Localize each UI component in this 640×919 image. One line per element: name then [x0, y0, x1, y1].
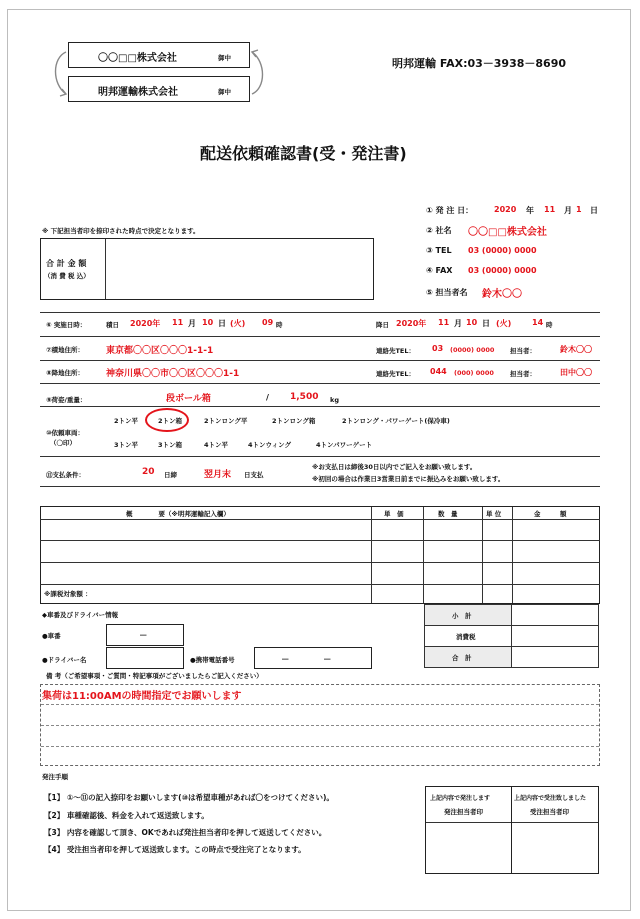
row11-days-unit: 日締 — [164, 471, 177, 479]
items-header-unit: 単 位 — [486, 510, 502, 518]
person-value: 鈴木〇〇 — [482, 289, 522, 300]
row6-load-year: 2020年 — [130, 319, 161, 328]
vehicle-option[interactable]: 4トンウィング — [248, 441, 292, 449]
row8-person-label: 担当者： — [510, 370, 536, 378]
row6-unload-hour-unit: 時 — [546, 321, 553, 329]
items-col-line — [512, 507, 513, 603]
procedure-step: 【3】 内容を確認して頂き、OKであれば発注担当者印を押して返送してください。 — [44, 828, 327, 837]
row6-unload-day-unit: 日 — [482, 319, 490, 328]
vehicle-option[interactable]: 3トン平 — [114, 441, 139, 449]
selection-circle-icon — [145, 408, 189, 432]
row10-bottom — [40, 456, 600, 457]
row6-load-day: 10 — [202, 318, 214, 327]
vehicle-option[interactable]: 4トン平 — [204, 441, 229, 449]
items-header-quantity: 数 量 — [438, 510, 458, 518]
order-year: 2020 — [494, 205, 517, 214]
items-header-unit-price: 単 価 — [384, 510, 404, 518]
remarks-line — [41, 704, 599, 705]
order-month-unit: 月 — [564, 206, 572, 215]
row10-label: ⑩依頼車両： — [46, 429, 85, 437]
row7-person: 鈴木〇〇 — [560, 345, 592, 354]
driver-name-field[interactable] — [106, 647, 184, 669]
row11-days: 20 — [142, 467, 155, 477]
row6-unload-weekday: (火) — [496, 319, 512, 328]
from-company-suffix: 御中 — [218, 88, 231, 96]
row6-load-hour-unit: 時 — [276, 321, 283, 329]
fax-label: ④ FAX — [426, 266, 453, 275]
to-company-name: 〇〇□□株式会社 — [98, 53, 177, 64]
order-year-unit: 年 — [526, 206, 534, 215]
items-header-summary: 概 要（※明邦運輸記入欄） — [126, 510, 230, 518]
from-company-name: 明邦運輸株式会社 — [98, 87, 178, 98]
row6-load-day-unit: 日 — [218, 319, 226, 328]
order-month: 11 — [544, 205, 556, 214]
row6-label: ⑥ 実施日時： — [46, 321, 87, 329]
subtotal-label: 小 計 — [452, 612, 472, 620]
driver-section-label: ◆車番及びドライバー情報 — [42, 611, 119, 619]
row8-person: 田中〇〇 — [560, 368, 592, 377]
stamp-note: ※ 下記担当者印を捺印された時点で決定となります。 — [42, 227, 200, 235]
row7-tel-label: 連絡先TEL： — [376, 347, 416, 355]
vehicle-option[interactable]: 4トンパワーゲート — [316, 441, 373, 449]
items-row-line — [40, 562, 600, 563]
mobile-phone-part-b: ― — [324, 655, 331, 663]
row8-bottom — [40, 383, 600, 384]
tax-target-label: ※課税対象額 ： — [44, 590, 92, 598]
row7-tel-area: 03 — [432, 344, 444, 353]
items-col-line — [423, 507, 424, 603]
mobile-phone-field[interactable] — [254, 647, 372, 669]
car-number-value: ― — [140, 631, 147, 639]
row6-unload-month-unit: 月 — [454, 319, 462, 328]
driver-name-label: ●ドライバー名 — [42, 656, 87, 664]
row6-unload-day: 10 — [466, 318, 478, 327]
order-stamp-note: 上記内容で発注します — [430, 795, 491, 802]
fax-value: 03 (0000) 0000 — [468, 266, 537, 275]
total-sublabel: （消 費 税 込） — [44, 272, 90, 280]
remarks-line — [41, 746, 599, 747]
row11-pay: 翌月末 — [204, 470, 232, 480]
row8-tel-number: (000) 0000 — [454, 369, 494, 377]
row6-unload: 降日 — [376, 321, 389, 329]
vehicle-option[interactable]: 2トンロング平 — [204, 417, 248, 425]
procedure-step: 【2】 車種確認後、料金を入れて返送致します。 — [44, 811, 209, 820]
company-value: 〇〇□□株式会社 — [468, 227, 547, 238]
swap-arrows-icon — [48, 44, 270, 102]
page-title: 配送依頼確認書(受・発注書) — [200, 144, 407, 163]
row11-label: ⑪支払条件： — [46, 471, 85, 479]
order-day-unit: 日 — [590, 206, 598, 215]
tax-value-cell[interactable] — [511, 625, 599, 647]
row6-load-hour: 09 — [262, 318, 274, 327]
row9-unit: kg — [330, 396, 339, 404]
accept-stamp-note: 上記内容で受注致しました — [514, 795, 587, 802]
row8-tel-area: 044 — [430, 367, 447, 376]
row9-weight: 1,500 — [290, 392, 319, 402]
row6-load-weekday: (火) — [230, 319, 246, 328]
items-row-line — [40, 540, 600, 541]
order-date-label: ① 発 注 日： — [426, 206, 474, 215]
row7-top — [40, 336, 600, 337]
items-col-line — [371, 507, 372, 603]
vehicle-option[interactable]: 2トンロング・パワーゲート(保冷車) — [342, 417, 450, 425]
tel-value: 03 (0000) 0000 — [468, 246, 537, 255]
row6-top — [40, 312, 600, 313]
vehicle-option[interactable]: 2トン平 — [114, 417, 139, 425]
remarks-label: 備 考（ご希望事項・ご質問・特記事項がございましたらご記入ください） — [46, 672, 263, 680]
car-number-label: ●車番 — [42, 632, 61, 640]
row8-label: ⑧降地住所： — [46, 369, 85, 377]
row8-tel-label: 連絡先TEL： — [376, 370, 416, 378]
row7-person-label: 担当者： — [510, 347, 536, 355]
sender-contact: 明邦運輸 FAX:03－3938－8690 — [392, 57, 567, 70]
row7-label: ⑦積地住所： — [46, 346, 85, 354]
row9-bottom — [40, 406, 600, 407]
tax-label: 消費税 — [456, 633, 476, 641]
order-stamp-divider — [426, 822, 512, 823]
total-divider — [105, 239, 106, 299]
items-table — [40, 506, 600, 604]
accept-stamp-label: 受注担当者印 — [530, 808, 569, 816]
items-col-line — [482, 507, 483, 603]
to-company-suffix: 御中 — [218, 54, 231, 62]
total-amount-box — [40, 238, 374, 300]
row6-load-month: 11 — [172, 318, 184, 327]
remarks-text: 集荷は11:00AMの時間指定でお願いします — [42, 691, 242, 702]
row11-note1: ※お支払日は締後30日以内でご記入をお願い致します。 — [312, 463, 477, 471]
person-label: ⑤ 担当者名 — [426, 288, 468, 297]
row7-address: 東京都〇〇区〇〇〇1-1-1 — [106, 346, 214, 356]
row6-unload-year: 2020年 — [396, 319, 427, 328]
order-stamp-label: 発注担当者印 — [444, 808, 483, 816]
row8-address: 神奈川県〇〇市〇〇区〇〇〇1-1 — [106, 369, 240, 379]
items-row-line — [40, 584, 600, 585]
row9-package: 段ボール箱 — [166, 394, 211, 404]
row6-load-month-unit: 月 — [188, 319, 196, 328]
row6-unload-month: 11 — [438, 318, 450, 327]
row11-pay-unit: 日支払 — [244, 471, 264, 479]
items-header-amount: 金 額 — [534, 510, 567, 518]
company-label: ② 社名 — [426, 226, 452, 235]
order-day: 1 — [576, 205, 582, 214]
tel-label: ③ TEL — [426, 246, 452, 255]
row6-load: 積日 — [106, 321, 119, 329]
row11-note2: ※初回の場合は作業日3営業日前までに振込みをお願い致します。 — [312, 475, 505, 483]
subtotal-value-cell[interactable] — [511, 604, 599, 626]
total-label-summary: 合 計 — [452, 654, 472, 662]
total-value-cell[interactable] — [511, 646, 599, 668]
row9-label: ⑨荷姿/重量： — [46, 396, 87, 404]
vehicle-option-selected[interactable]: 2トン箱 — [158, 417, 183, 425]
remarks-line — [41, 725, 599, 726]
procedure-title: 発注手順 — [42, 773, 68, 781]
row6-unload-hour: 14 — [532, 318, 544, 327]
procedure-step: 【1】 ①～⑪の記入捺印をお願いします(⑩は希望車種があれば〇をつけてください)。 — [44, 793, 334, 802]
row7-bottom — [40, 360, 600, 361]
accept-stamp-divider — [512, 822, 598, 823]
vehicle-option[interactable]: 3トン箱 — [158, 441, 183, 449]
row7-tel-number: (0000) 0000 — [450, 346, 495, 354]
row11-bottom — [40, 486, 600, 487]
procedure-step: 【4】 受注担当者印を押して返送致します。この時点で受注完了となります。 — [44, 845, 306, 854]
mobile-phone-label: ●携帯電話番号 — [190, 656, 235, 664]
items-header-line — [40, 519, 600, 520]
vehicle-option[interactable]: 2トンロング箱 — [272, 417, 316, 425]
row9-slash: / — [266, 393, 269, 402]
row10-sublabel: （〇印） — [50, 439, 76, 447]
total-label: 合 計 金 額 — [46, 259, 87, 268]
mobile-phone-part-a: ― — [282, 655, 289, 663]
